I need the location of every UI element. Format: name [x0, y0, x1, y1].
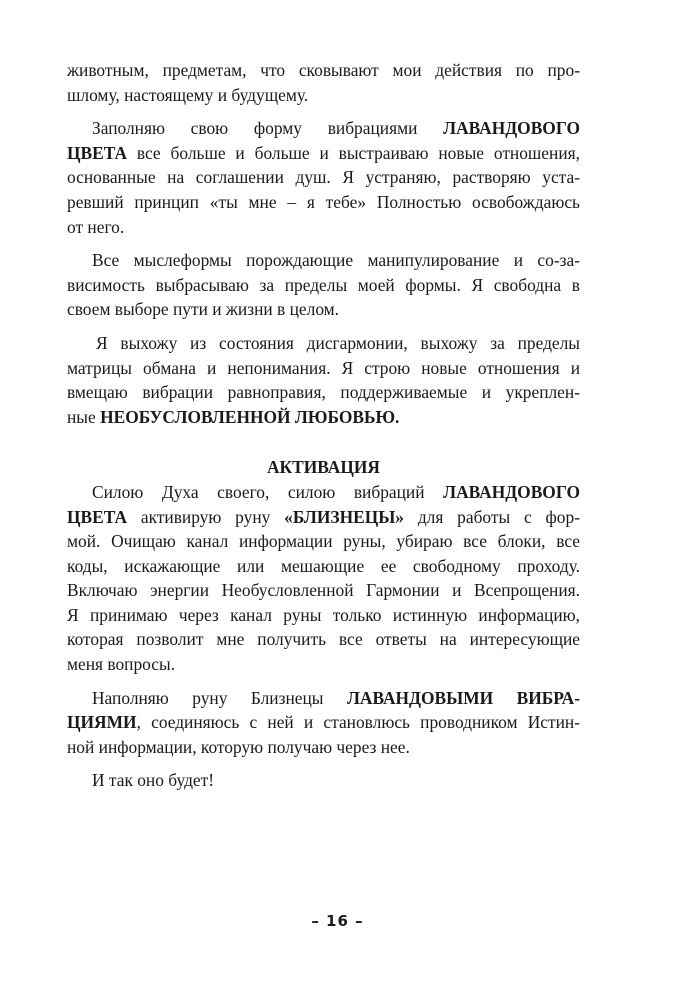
- text-line: коды, искажающие или мешающие ее свободному проходу.: [67, 555, 580, 576]
- bold-text: ЛАВАНДОВОГО: [443, 118, 580, 139]
- text-line: И так оно будет!: [92, 770, 215, 791]
- text-line: ЦВЕТА активирую руну «БЛИЗНЕЦЫ» для работы с фор-: [67, 506, 580, 527]
- bold-text: ЦВЕТА: [67, 506, 128, 527]
- text-line: ревший принцип «ты мне – я тебе» Полностью освобождаюсь: [67, 191, 580, 212]
- bold-text: ЛАВАНДОВЫМИ ВИБРА-: [346, 687, 580, 708]
- paragraph-3: [67, 248, 580, 322]
- paragraph-2: [67, 116, 580, 239]
- text-line: Наполняю руну Близнецы ЛАВАНДОВЫМИ ВИБРА-: [92, 687, 580, 708]
- text-line: Включаю энергии Необусловленной Гармонии и Всепрощения.: [67, 580, 580, 601]
- page-body: [67, 58, 580, 793]
- bold-text: ЛАВАНДОВОГО: [443, 481, 580, 502]
- bold-text: ЦВЕТА: [67, 142, 128, 163]
- paragraph-6: [67, 686, 580, 760]
- text-line: Я принимаю через канал руны только истинную информацию,: [67, 604, 580, 625]
- text-line: Я выхожу из состояния дисгармонии, выхожу за пределы: [96, 332, 580, 353]
- text-line: вмещаю вибрации равноправия, поддерживаемые и укреплен-: [67, 382, 580, 403]
- text-line: ЦИЯМИ, соединяюсь с ней и становлюсь проводником Истин-: [67, 712, 580, 733]
- text-line: меня вопросы.: [67, 654, 176, 675]
- bold-text: «БЛИЗНЕЦЫ»: [284, 506, 405, 527]
- bold-text: ЦИЯМИ: [67, 712, 137, 733]
- text-line: матрицы обмана и непонимания. Я строю новые отношения и: [67, 357, 580, 378]
- text-line: Силою Духа своего, силою вибраций ЛАВАНДОВОГО: [92, 481, 580, 502]
- text-line: ной информации, которую получаю через нее.: [67, 736, 410, 757]
- text-line: Заполняю свою форму вибрациями ЛАВАНДОВОГО: [92, 118, 580, 139]
- text-line: от него.: [67, 216, 125, 237]
- text-line: мой. Очищаю канал информации руны, убираю все блоки, все: [67, 531, 580, 552]
- text-line: животным, предметам, что сковывают мои действия по про-: [67, 60, 580, 80]
- text-line: основанные на соглашении душ. Я устраняю, растворяю уста-: [67, 167, 580, 188]
- paragraph-1: [67, 58, 580, 107]
- text-line: ные НЕОБУСЛОВЛЕННОЙ ЛЮБОВЬЮ.: [67, 406, 400, 427]
- text-line: шлому, настоящему и будущему.: [67, 84, 309, 105]
- paragraph-5: [67, 480, 580, 677]
- page-number: – 16 –: [311, 912, 364, 930]
- text-line: Все мыслеформы порождающие манипулирование и со-за-: [92, 250, 580, 271]
- paragraph-4: [67, 331, 580, 429]
- paragraph-7: [67, 768, 580, 793]
- bold-text: НЕОБУСЛОВЛЕННОЙ ЛЮБОВЬЮ.: [100, 406, 400, 427]
- text-line: висимость выбрасываю за пределы моей формы. Я свободна в: [67, 274, 580, 295]
- section-heading: АКТИВАЦИЯ: [267, 457, 380, 478]
- text-line: которая позволит мне получить все ответы на интересующие: [67, 629, 580, 650]
- text-line: своем выборе пути и жизни в целом.: [67, 299, 340, 320]
- text-line: ЦВЕТА все больше и больше и выстраиваю новые отношения,: [67, 142, 580, 163]
